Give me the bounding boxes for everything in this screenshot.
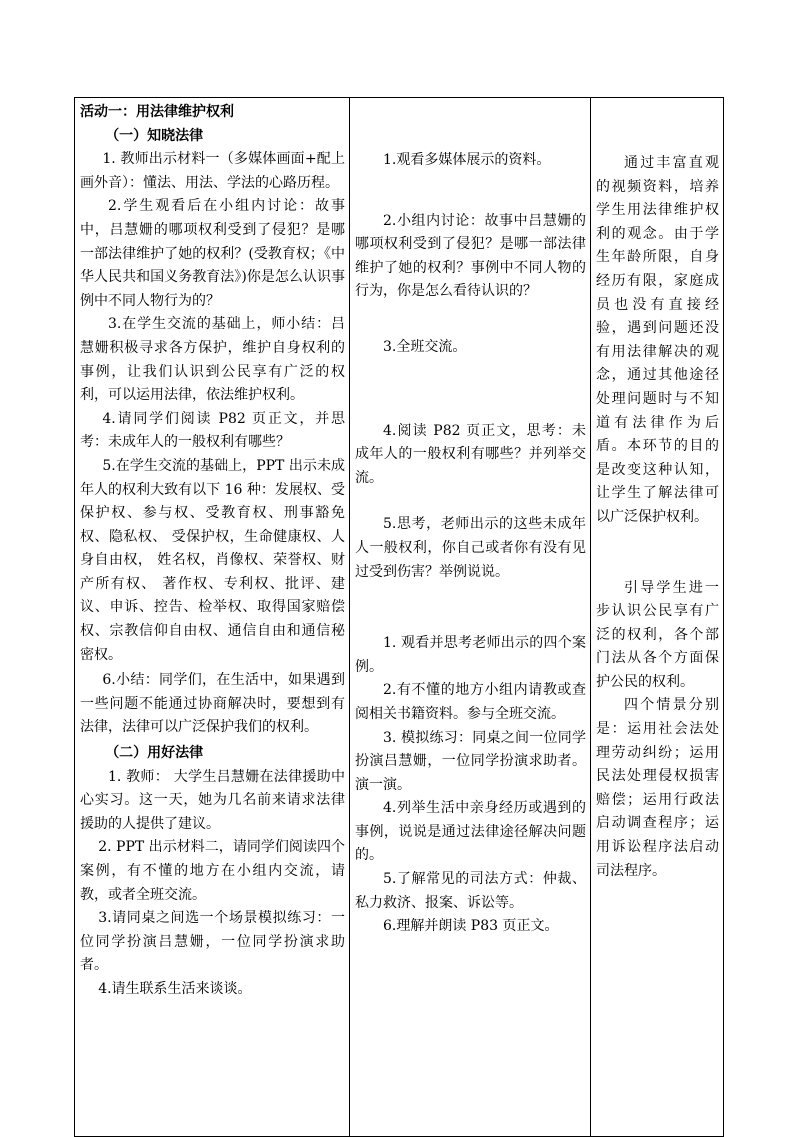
intent-paragraph: 通过丰富直观的视频资料，培养学生用法律维护权利的观念。由于学生年龄所限，自身经历有限，家庭成员也没有直接经验，遇到问题还没有用法律解决的观念，通过其他途径处理问题时与不知道有法律作为后盾。本环节的目的是改变这种认知，让学生了解法律可以广泛保护权利。: [596, 155, 719, 525]
student-item: 2.小组内讨论：故事中吕慧姗的哪项权利受到了侵犯？是哪一部法律维护了她的权利？事例中不同人物的行为，你是怎么看待认识的？: [355, 212, 586, 300]
teacher-paragraph: 5.在学生交流的基础上，PPT 出示未成年人的权利大致有以下 16 种：发展权、受保护权、参与权、受教育权、刑事豁免权、隐私权、 受保护权，生命健康权、人身自由权， 姓名权，肖像权、荣誉权、财产所有权、 著作权、专利权、批评、建议、申诉、控告、检举权、取得国家赔偿权、宗教信仰自由权、通信自由和通信秘密权。: [80, 457, 345, 663]
teacher-activity-cell: [75, 98, 350, 1137]
lesson-plan-table: [74, 97, 724, 1137]
student-item: 4.列举生活中亲身经历或遇到的事例，说说是通过法律途径解决问题的。: [355, 800, 586, 864]
student-item: 1.观看多媒体展示的资料。: [383, 152, 551, 168]
student-item: 3. 模拟练习：同桌之间一位同学扮演吕慧姗，一位同学扮演求助者。演一演。: [355, 729, 586, 793]
student-item: 6.理解并朗读 P83 页正文。: [383, 918, 559, 935]
design-intent-cell: [591, 98, 724, 1137]
activity-title: 活动一：用法律维护权利: [80, 104, 234, 120]
teacher-paragraph: 2.学生观看后在小组内讨论：故事中，吕慧姗的哪项权利受到了侵犯？是哪一部法律维护了她的权利？(受教育权；《中华人民共和国义务教育法》)你是怎么认识事例中不同人物行为的？: [80, 198, 345, 309]
student-activity-cell: [350, 98, 591, 1137]
teacher-paragraph: 1. 教师出示材料一（多媒体画面+配上画外音）：懂法、用法、学法的心路历程。: [80, 151, 345, 191]
teacher-paragraph: 3.在学生交流的基础上，师小结：吕慧姗积极寻求各方保护，维护自身权利的事例，让我们认识到公民享有广泛的权利，可以运用法律，依法维护权利。: [80, 316, 345, 404]
table-row: [75, 98, 724, 1137]
student-item: 4.阅读 P82 页正文，思考：未成年人的一般权利有哪些？并列举交流。: [355, 422, 586, 486]
intent-paragraph: 引导学生进一步认识公民享有广泛的权利，各个部门法从各个方面保护公民的权利。: [596, 579, 719, 690]
student-item: 5.思考，老师出示的这些未成年人一般权利，你自己或者你有没有见过受到伤害？举例说说。: [355, 516, 586, 580]
teacher-paragraph: 6.小结：同学们，在生活中，如果遇到一些问题不能通过协商解决时，要想到有法律，法律可以广泛保护我们的权利。: [80, 672, 345, 736]
student-item: 5.了解常见的司法方式：仲裁、私力救济、报案、诉讼等。: [355, 871, 586, 911]
teacher-paragraph: 1. 教师： 大学生吕慧姗在法律援助中心实习。这一天，她为几名前来请求法律援助的人提供了建议。: [80, 768, 345, 832]
student-item: 1. 观看并思考老师出示的四个案例。: [355, 635, 586, 675]
student-item: 3.全班交流。: [383, 338, 467, 355]
section-title-use-law: （二）用好法律: [105, 745, 204, 762]
teacher-paragraph: 3.请同桌之间选一个场景模拟练习：一位同学扮演吕慧姗，一位同学扮演求助者。: [80, 910, 345, 974]
teacher-paragraph: 4.请同学们阅读 P82 页正文，并思考：未成年人的一般权利有哪些？: [80, 410, 345, 451]
intent-paragraph: 四个情景分别是：运用社会法处理劳动纠纷；运用民法处理侵权损害赔偿；运用行政法启动调查程序；运用诉讼程序法启动司法程序。: [596, 697, 719, 879]
section-title-know-law: （一）知晓法律: [105, 127, 204, 144]
student-item: 2.有不懂的地方小组内请教或查阅相关书籍资料。参与全班交流。: [355, 682, 586, 722]
teacher-paragraph: 4.请生联系生活来谈谈。: [98, 980, 252, 997]
teacher-paragraph: 2. PPT 出示材料二，请同学们阅读四个案例，有不懂的地方在小组内交流，请教，或者全班交流。: [80, 839, 345, 903]
